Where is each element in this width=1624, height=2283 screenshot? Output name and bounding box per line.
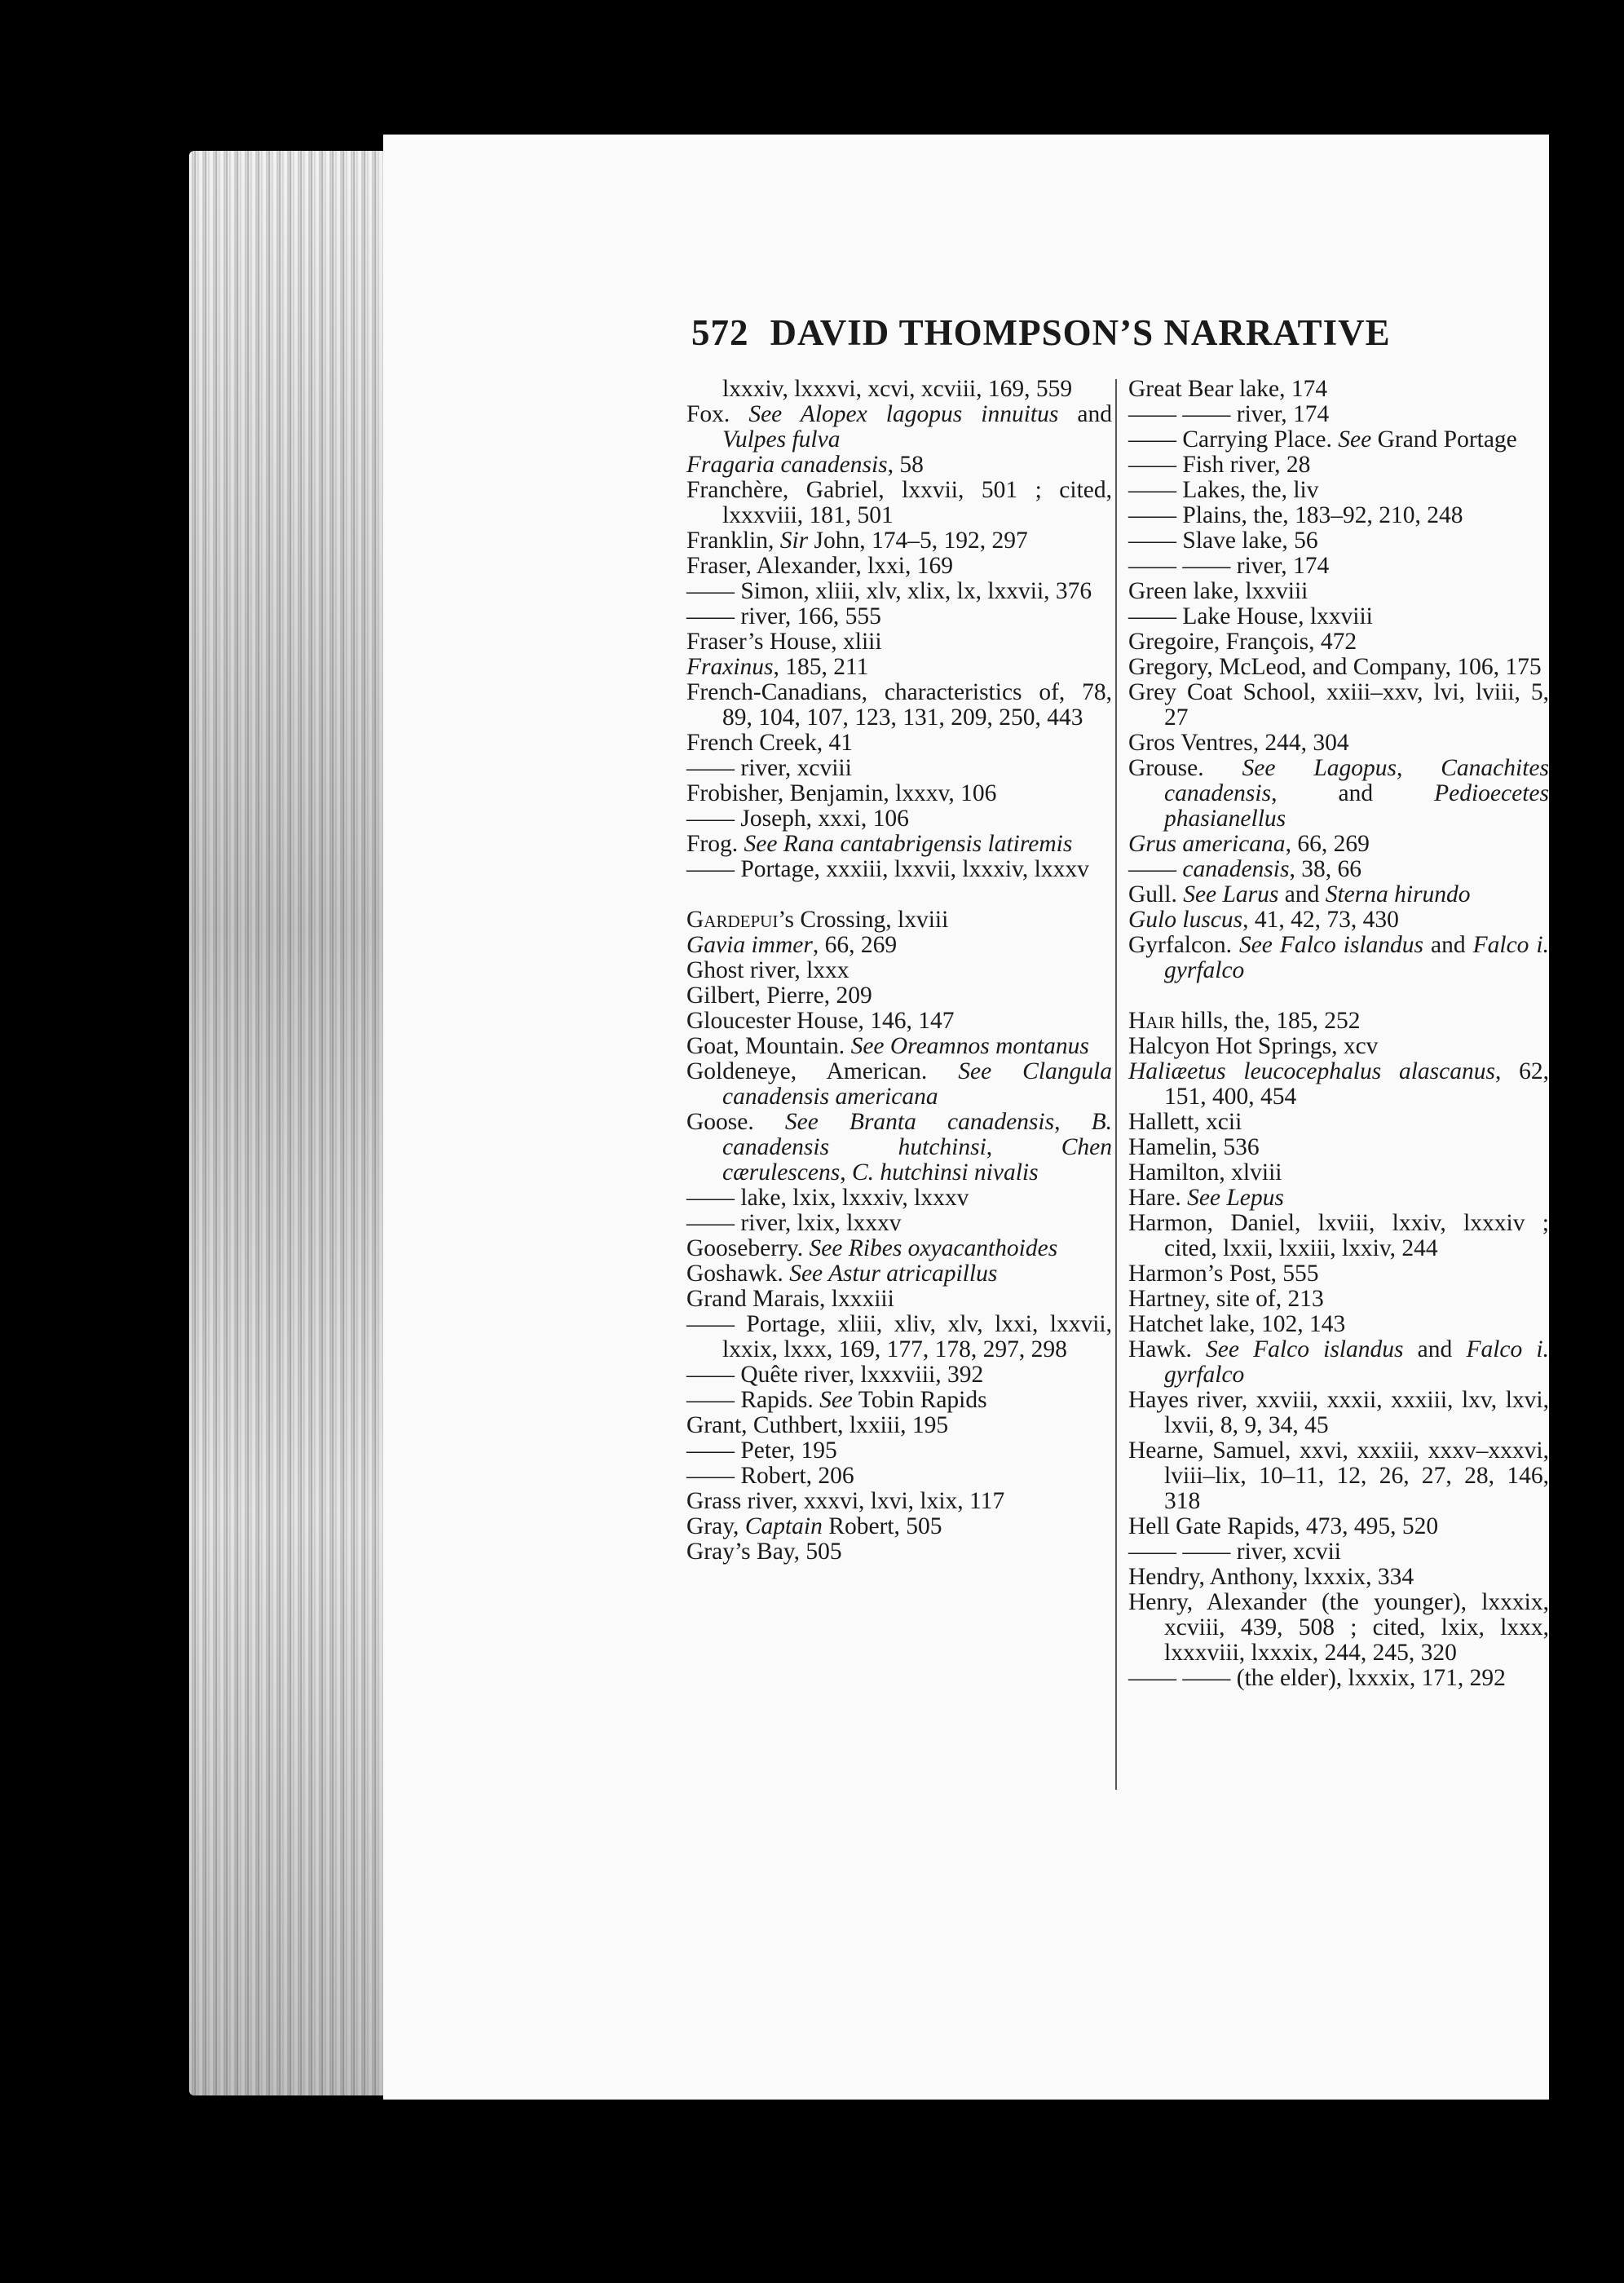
section-gap	[1128, 983, 1549, 1009]
index-entry: Gull. See Larus and Sterna hirundo	[1128, 881, 1471, 907]
index-entry: lxxxiv, lxxxvi, xcvi, xcviii, 169, 559	[722, 376, 1073, 402]
index-entry: French-Canadians, characteristics of, 78, 89, 104, 107, 123, 131, 209, 250, 443	[686, 679, 1112, 731]
index-entry: Fox. See Alopex lagopus innuitus and Vulpes fulva	[686, 401, 1112, 453]
index-entry: —— Carrying Place. See Grand Portage	[1128, 426, 1517, 453]
index-entry: Franklin, Sir John, 174–5, 192, 297	[686, 528, 1028, 554]
index-entry: Grey Coat School, xxiii–xxv, lvi, lviii, 5, 27	[1128, 679, 1549, 731]
index-entry: Haliæetus leucocephalus alascanus, 62, 151, 400, 454	[1128, 1058, 1550, 1110]
index-entry: Hendry, Anthony, lxxxix, 334	[1128, 1564, 1414, 1590]
index-entry: Hamelin, 536	[1128, 1134, 1260, 1160]
index-entry: —— canadensis, 38, 66	[1128, 856, 1361, 882]
index-entry: —— lake, lxix, lxxxiv, lxxxv	[686, 1185, 969, 1211]
index-entry: Hartney, site of, 213	[1128, 1286, 1324, 1312]
index-entry: —— Portage, xliii, xliv, xlv, lxxi, lxxvii, lxxix, lxxx, 169, 177, 178, 297, 298	[686, 1311, 1112, 1362]
index-entry: Gregory, McLeod, and Company, 106, 175	[1128, 654, 1542, 680]
index-entry: Fraxinus, 185, 211	[686, 654, 869, 680]
index-entry: Gooseberry. See Ribes oxyacanthoides	[686, 1235, 1058, 1261]
index-entry: Gulo luscus, 41, 42, 73, 430	[1128, 907, 1399, 933]
index-entry: Halcyon Hot Springs, xcv	[1128, 1033, 1379, 1059]
index-entry: Goat, Mountain. See Oreamnos montanus	[686, 1033, 1089, 1059]
index-entry: —— —— river, 174	[1128, 553, 1330, 579]
index-entry: Hayes river, xxviii, xxxii, xxxiii, lxv, lxvi, lxvii, 8, 9, 34, 45	[1128, 1387, 1549, 1438]
index-entry: Grouse. See Lagopus, Canachites canadensis, and Pedioecetes phasianellus	[1128, 755, 1549, 832]
index-entry: Goldeneye, American. See Clangula canadensis americana	[686, 1058, 1113, 1110]
index-entry: Green lake, lxxviii	[1128, 578, 1308, 604]
index-entry: Hearne, Samuel, xxvi, xxxiii, xxxv–xxxvi, lviii–lix, 10–11, 12, 26, 27, 28, 146, 318	[1128, 1437, 1549, 1514]
index-entry: Hare. See Lepus	[1128, 1185, 1284, 1211]
index-entry: —— —— river, xcvii	[1128, 1539, 1341, 1565]
index-entry: Grant, Cuthbert, lxxiii, 195	[686, 1412, 949, 1438]
index-entry: Fraser, Alexander, lxxi, 169	[686, 553, 953, 579]
index-entry: —— —— river, 174	[1128, 401, 1330, 427]
index-entry: —— Lakes, the, liv	[1128, 477, 1319, 503]
index-entry: Franchère, Gabriel, lxxvii, 501 ; cited, lxxxviii, 181, 501	[686, 477, 1112, 528]
book-page-edges	[189, 151, 385, 2095]
index-entry: Ghost river, lxxx	[686, 957, 850, 983]
index-column-left	[686, 377, 1112, 1565]
index-entry: Gyrfalcon. See Falco islandus and Falco i. gyrfalco	[1128, 932, 1549, 983]
index-entry: Harmon, Daniel, lxviii, lxxiv, lxxxiv ; cited, lxxii, lxxiii, lxxiv, 244	[1128, 1210, 1549, 1261]
index-entry: Frog. See Rana cantabrigensis latiremis	[686, 831, 1073, 857]
index-entry: Gloucester House, 146, 147	[686, 1008, 955, 1034]
index-entry: Grand Marais, lxxxiii	[686, 1286, 894, 1312]
section-gap	[686, 882, 1112, 907]
index-entry: —— Slave lake, 56	[1128, 528, 1318, 554]
index-entry: —— Quête river, lxxxviii, 392	[686, 1362, 984, 1388]
index-entry: —— Lake House, lxxviii	[1128, 603, 1373, 629]
index-entry: Goshawk. See Astur atricapillus	[686, 1261, 998, 1287]
column-divider	[1115, 379, 1117, 1790]
index-entry: Hawk. See Falco islandus and Falco i. gyrfalco	[1128, 1336, 1549, 1388]
index-entry: —— river, 166, 555	[686, 603, 881, 629]
index-entry: Hallett, xcii	[1128, 1109, 1242, 1135]
index-entry: —— Simon, xliii, xlv, xlix, lx, lxxvii, 376	[686, 578, 1092, 604]
index-entry: Gardepui’s Crossing, lxviii	[686, 907, 949, 933]
index-entry: Fragaria canadensis, 58	[686, 452, 924, 478]
index-entry: —— Plains, the, 183–92, 210, 248	[1128, 502, 1463, 528]
index-entry: Goose. See Branta canadensis, B. canadensis hutchinsi, Chen cærulescens, C. hutchinsi nivalis	[686, 1109, 1112, 1186]
index-entry: Hell Gate Rapids, 473, 495, 520	[1128, 1513, 1439, 1539]
index-entry: Gray, Captain Robert, 505	[686, 1513, 942, 1539]
index-entry: —— Robert, 206	[686, 1463, 854, 1489]
index-entry: Gros Ventres, 244, 304	[1128, 730, 1349, 756]
index-entry: Gilbert, Pierre, 209	[686, 983, 872, 1009]
index-entry: —— Portage, xxxiii, lxxvii, lxxxiv, lxxxv	[686, 856, 1089, 882]
index-entry: —— Fish river, 28	[1128, 452, 1311, 478]
index-entry: Grus americana, 66, 269	[1128, 831, 1370, 857]
index-entry: —— Joseph, xxxi, 106	[686, 806, 909, 832]
index-column-right	[1128, 377, 1549, 1691]
index-entry: Gray’s Bay, 505	[686, 1539, 842, 1565]
index-entry: Frobisher, Benjamin, lxxxv, 106	[686, 780, 997, 806]
index-entry: Great Bear lake, 174	[1128, 376, 1328, 402]
running-header	[691, 311, 1458, 354]
index-entry: Henry, Alexander (the younger), lxxxix, xcviii, 439, 508 ; cited, lxix, lxxx, lxxxviii, lxxxix, 244, 245, 320	[1128, 1589, 1549, 1666]
index-entry: Hatchet lake, 102, 143	[1128, 1311, 1346, 1337]
index-entry: French Creek, 41	[686, 730, 853, 756]
index-entry: Grass river, xxxvi, lxvi, lxix, 117	[686, 1488, 1005, 1514]
index-entry: —— river, lxix, lxxxv	[686, 1210, 902, 1236]
page-number: 572	[691, 312, 749, 353]
index-entry: Hamilton, xlviii	[1128, 1159, 1282, 1186]
index-entry: Fraser’s House, xliii	[686, 629, 882, 655]
running-title: DAVID THOMPSON’S NARRATIVE	[770, 312, 1391, 353]
index-entry: —— Rapids. See Tobin Rapids	[686, 1387, 987, 1413]
index-entry: Hair hills, the, 185, 252	[1128, 1008, 1361, 1034]
index-entry: Harmon’s Post, 555	[1128, 1261, 1319, 1287]
index-entry: —— Peter, 195	[686, 1437, 837, 1464]
index-entry: —— —— (the elder), lxxxix, 171, 292	[1128, 1665, 1506, 1691]
index-entry: Gregoire, François, 472	[1128, 629, 1357, 655]
index-entry: —— river, xcviii	[686, 755, 852, 781]
index-entry: Gavia immer, 66, 269	[686, 932, 898, 958]
